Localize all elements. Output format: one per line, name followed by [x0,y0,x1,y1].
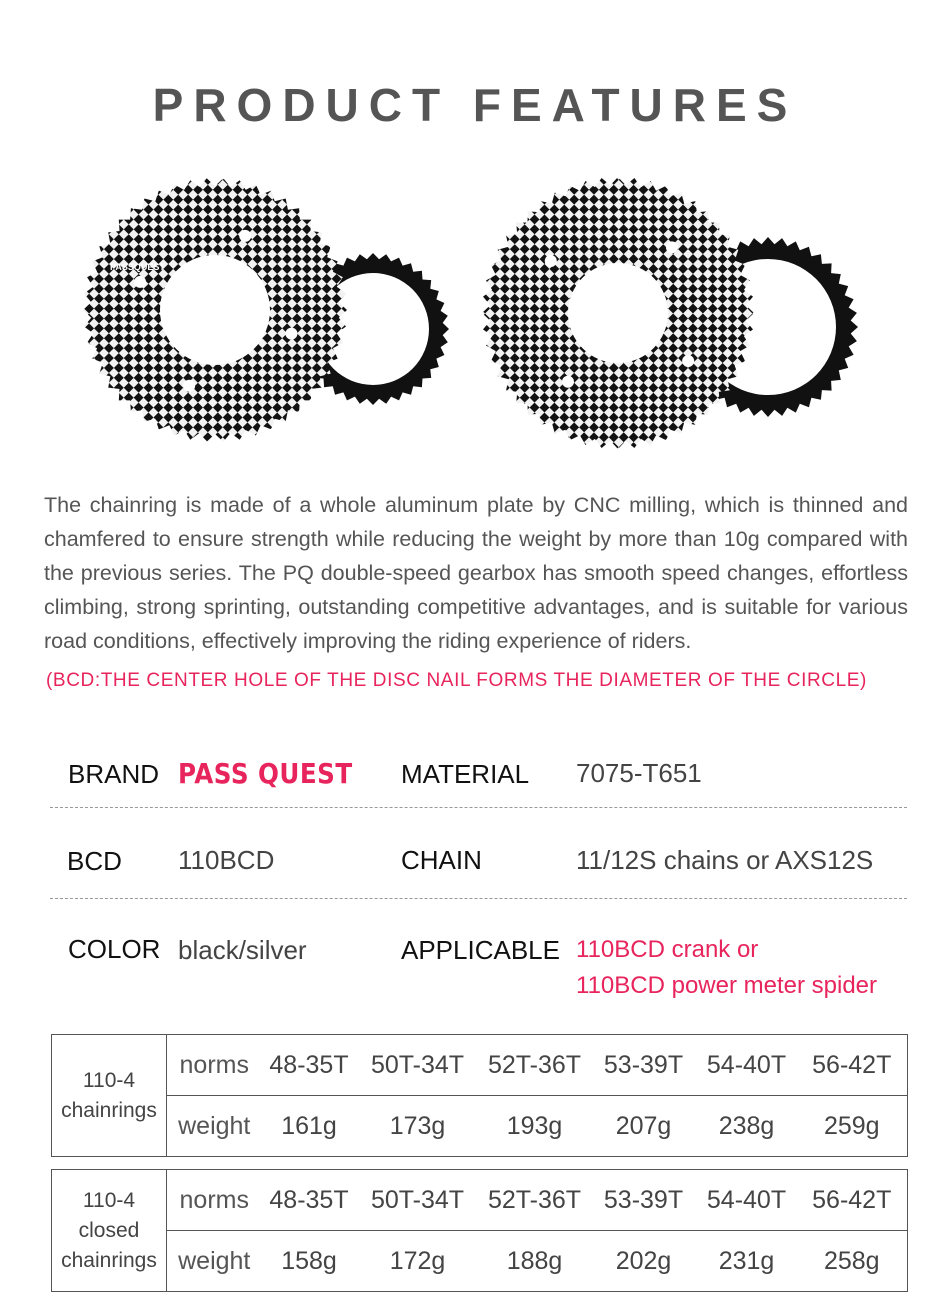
weight-cell: 188g [479,1231,591,1292]
weight-cell: 259g [797,1096,908,1157]
bolt-hole [183,380,195,392]
norm-cell: 56-42T [797,1170,908,1231]
weight-cell: 258g [797,1231,908,1292]
material-value: 7075-T651 [576,758,702,788]
spec-row-brand-material [50,745,907,808]
weight-cell: 231g [697,1231,797,1292]
bolt-hole [562,376,574,388]
left-chainring-pair [83,178,449,441]
norm-cell: 54-40T [697,1035,797,1096]
table-row-norms [52,1170,908,1231]
table-row-weight [52,1096,908,1157]
bolt-hole [285,328,297,340]
weight-cell: 193g [479,1096,591,1157]
spec-row-color-applicable [50,899,907,1009]
table-name-line: chainrings [61,1098,157,1122]
closed-chainrings-weight-table [51,1169,908,1292]
weight-label: weight [167,1096,262,1157]
norm-cell: 54-40T [697,1170,797,1231]
weight-cell: 238g [697,1096,797,1157]
page-title: PRODUCT FEATURES [152,79,798,131]
norms-label: norms [167,1035,262,1096]
color-value: black/silver [178,935,307,965]
right-chainring-pair [482,177,858,449]
brand-logo: PASS QUEST [178,757,353,790]
large-chainring [482,177,754,449]
chain-value: 11/12S chains or AXS12S [576,845,874,875]
applicable-value-line1: 110BCD crank or [576,936,759,963]
spec-row-bcd-chain [50,808,907,899]
norm-cell: 53-39T [591,1035,697,1096]
table-row-header [52,1170,167,1292]
bcd-value: 110BCD [178,845,275,875]
norm-cell: 52T-36T [479,1035,591,1096]
chain-label: CHAIN [401,845,482,875]
weight-cell: 158g [262,1231,357,1292]
norms-label: norms [167,1170,262,1231]
chainrings-weight-table [51,1034,908,1157]
applicable-value-line2: 110BCD power meter spider [576,972,878,999]
weight-cell: 172g [357,1231,479,1292]
weight-cell: 202g [591,1231,697,1292]
brand-label: BRAND [68,759,160,789]
table-name-line: 110-4 [82,1188,136,1212]
weight-label: weight [167,1231,262,1292]
norm-cell: 50T-34T [357,1170,479,1231]
bcd-note: (BCD:THE CENTER HOLE OF THE DISC NAIL FORMS THE DIAMETER OF THE CIRCLE) [46,670,867,691]
table-name-line: 110-4 [82,1068,136,1092]
applicable-label: APPLICABLE [401,935,560,965]
weight-cell: 173g [357,1096,479,1157]
bolt-hole [239,230,251,242]
large-chainring [83,178,347,441]
bolt-hole [134,276,146,288]
norm-cell: 48-35T [262,1035,357,1096]
weight-cell: 161g [262,1096,357,1157]
norm-cell: 53-39T [591,1170,697,1231]
table-name-line: chainrings [61,1248,157,1272]
table-row-weight [52,1231,908,1292]
material-label: MATERIAL [401,759,530,789]
norm-cell: 56-42T [797,1035,908,1096]
chainring-brand-mark: PASSQUEST [110,262,165,272]
bolt-hole [682,355,694,367]
chainring-product-image [0,165,950,465]
weight-cell: 207g [591,1096,697,1157]
table-row-header [52,1035,167,1157]
table-name-line: closed [78,1218,140,1242]
norm-cell: 52T-36T [479,1170,591,1231]
product-description: The chainring is made of a whole aluminum plate by CNC milling, which is thinned and chamfered to ensure strength while reducing the weight by more than 10g compared with the previous series. The PQ double-speed gearbox has smooth speed changes, effortless climbing, strong sprinting, outstanding competitive advantages, and is suitable for various road conditions, effectively improving the riding experience of riders. [44,493,908,653]
color-label: COLOR [68,934,161,964]
bolt-hole [545,255,557,267]
norm-cell: 48-35T [262,1170,357,1231]
table-row-norms [52,1035,908,1096]
bcd-label: BCD [67,846,122,876]
bolt-hole [666,241,678,253]
norm-cell: 50T-34T [357,1035,479,1096]
